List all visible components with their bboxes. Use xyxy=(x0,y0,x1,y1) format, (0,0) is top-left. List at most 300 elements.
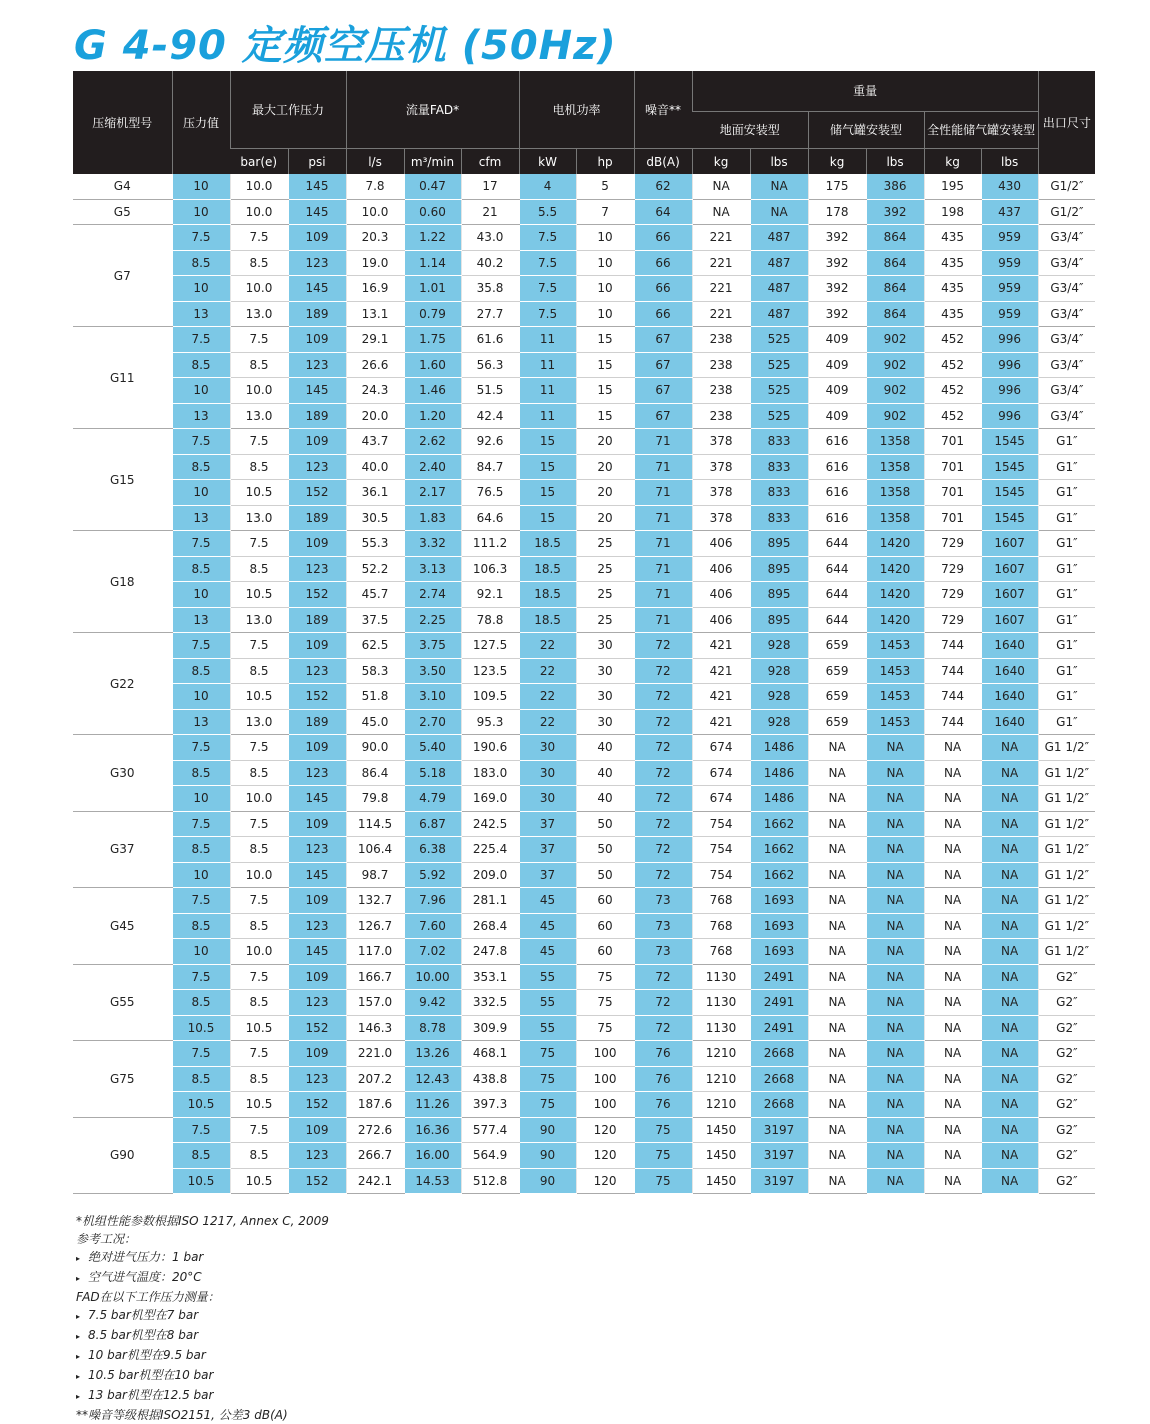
table-cell: 902 xyxy=(866,352,924,378)
table-cell: 221 xyxy=(692,276,750,302)
table-cell: NA xyxy=(866,862,924,888)
table-row xyxy=(73,1117,1095,1143)
table-row xyxy=(73,760,1095,786)
table-cell: 152 xyxy=(288,1168,346,1194)
table-cell: 92.1 xyxy=(461,582,519,608)
table-cell: 75 xyxy=(634,1117,692,1143)
table-cell: 3.13 xyxy=(404,556,461,582)
table-cell: 72 xyxy=(634,760,692,786)
table-cell: 132.7 xyxy=(346,888,404,914)
table-cell: 22 xyxy=(519,709,576,735)
table-cell: 10.0 xyxy=(230,378,288,404)
table-cell: 29.1 xyxy=(346,327,404,353)
table-cell: NA xyxy=(924,964,981,990)
table-cell: 421 xyxy=(692,633,750,659)
table-cell: 864 xyxy=(866,225,924,251)
table-cell: 5.5 xyxy=(519,199,576,225)
table-cell: NA xyxy=(866,913,924,939)
table-cell: 106.3 xyxy=(461,556,519,582)
table-cell: 1.83 xyxy=(404,505,461,531)
unit-label: hp xyxy=(576,149,634,175)
table-cell: 10 xyxy=(172,862,230,888)
table-cell: NA xyxy=(808,1015,866,1041)
table-cell: 7.5 xyxy=(172,531,230,557)
table-cell: 10.5 xyxy=(172,1015,230,1041)
table-row xyxy=(73,658,1095,684)
table-cell: 959 xyxy=(981,276,1038,302)
table-cell: 3.32 xyxy=(404,531,461,557)
table-cell: 421 xyxy=(692,709,750,735)
table-cell: 1420 xyxy=(866,607,924,633)
table-cell: 1607 xyxy=(981,556,1038,582)
table-cell: 127.5 xyxy=(461,633,519,659)
table-cell: G1″ xyxy=(1038,556,1095,582)
table-cell: NA xyxy=(866,811,924,837)
table-cell: 378 xyxy=(692,505,750,531)
table-cell: 1.22 xyxy=(404,225,461,251)
table-cell: 452 xyxy=(924,378,981,404)
table-row xyxy=(73,990,1095,1016)
model-cell: G90 xyxy=(73,1117,172,1194)
table-cell: 75 xyxy=(519,1066,576,1092)
table-cell: 10.5 xyxy=(172,1168,230,1194)
table-cell: NA xyxy=(692,199,750,225)
table-cell: 72 xyxy=(634,786,692,812)
table-cell: G2″ xyxy=(1038,1041,1095,1067)
table-cell: 1640 xyxy=(981,684,1038,710)
table-cell: 123 xyxy=(288,250,346,276)
table-cell: 18.5 xyxy=(519,582,576,608)
table-cell: 895 xyxy=(750,531,808,557)
table-cell: 195 xyxy=(924,174,981,199)
table-cell: 616 xyxy=(808,429,866,455)
table-cell: 10.5 xyxy=(172,1092,230,1118)
table-cell: 27.7 xyxy=(461,301,519,327)
table-cell: 109 xyxy=(288,225,346,251)
table-cell: 20 xyxy=(576,429,634,455)
header-motor: 电机功率 xyxy=(519,71,634,149)
table-cell: 66 xyxy=(634,225,692,251)
table-cell: 73 xyxy=(634,913,692,939)
table-cell: 37 xyxy=(519,811,576,837)
table-cell: 75 xyxy=(519,1041,576,1067)
table-cell: 644 xyxy=(808,607,866,633)
table-cell: 109 xyxy=(288,327,346,353)
table-cell: 406 xyxy=(692,556,750,582)
table-cell: NA xyxy=(924,862,981,888)
table-cell: 42.4 xyxy=(461,403,519,429)
footnote-line: ▸ 8.5 bar机型在8 bar xyxy=(76,1326,329,1346)
table-row xyxy=(73,837,1095,863)
model-cell: G4 xyxy=(73,174,172,199)
table-cell: 145 xyxy=(288,276,346,302)
table-row xyxy=(73,811,1095,837)
table-cell: 8.5 xyxy=(172,1066,230,1092)
table-cell: NA xyxy=(981,1117,1038,1143)
table-cell: 13.0 xyxy=(230,709,288,735)
table-row xyxy=(73,1143,1095,1169)
table-cell: 392 xyxy=(808,250,866,276)
table-cell: NA xyxy=(981,913,1038,939)
table-cell: 8.5 xyxy=(230,352,288,378)
page-title: G 4-90 定频空压机 (50Hz) xyxy=(74,23,617,69)
table-cell: 72 xyxy=(634,862,692,888)
table-cell: 768 xyxy=(692,888,750,914)
table-cell: NA xyxy=(924,990,981,1016)
table-cell: 729 xyxy=(924,556,981,582)
table-cell: NA xyxy=(808,1041,866,1067)
table-cell: 221 xyxy=(692,225,750,251)
table-cell: 109 xyxy=(288,811,346,837)
table-cell: 123 xyxy=(288,556,346,582)
footnotes xyxy=(76,1212,329,1424)
table-cell: 152 xyxy=(288,684,346,710)
table-cell: 25 xyxy=(576,607,634,633)
table-cell: 10.5 xyxy=(230,582,288,608)
table-cell: 73 xyxy=(634,939,692,965)
table-cell: 20 xyxy=(576,480,634,506)
table-cell: 22 xyxy=(519,633,576,659)
table-cell: 183.0 xyxy=(461,760,519,786)
table-cell: 7.5 xyxy=(230,531,288,557)
table-cell: 72 xyxy=(634,811,692,837)
table-cell: 225.4 xyxy=(461,837,519,863)
table-cell: 123 xyxy=(288,913,346,939)
footnote-line: ▸ 10.5 bar机型在10 bar xyxy=(76,1366,329,1386)
table-cell: 45 xyxy=(519,939,576,965)
table-cell: NA xyxy=(866,1092,924,1118)
table-cell: G1″ xyxy=(1038,658,1095,684)
table-cell: NA xyxy=(981,760,1038,786)
table-cell: 1450 xyxy=(692,1143,750,1169)
table-cell: 10 xyxy=(172,480,230,506)
table-cell: NA xyxy=(981,939,1038,965)
table-cell: 10 xyxy=(172,276,230,302)
table-cell: 7.5 xyxy=(172,888,230,914)
table-cell: 435 xyxy=(924,225,981,251)
table-cell: 30.5 xyxy=(346,505,404,531)
table-cell: 66 xyxy=(634,276,692,302)
table-cell: NA xyxy=(750,174,808,199)
table-cell: G2″ xyxy=(1038,1092,1095,1118)
table-cell: 40 xyxy=(576,735,634,761)
unit-label: l/s xyxy=(346,149,404,175)
table-cell: G1 1/2″ xyxy=(1038,913,1095,939)
footnote-line: 参考工况： xyxy=(76,1232,137,1246)
table-cell: 864 xyxy=(866,301,924,327)
table-cell: 10.0 xyxy=(346,199,404,225)
table-cell: NA xyxy=(924,1143,981,1169)
table-cell: 55.3 xyxy=(346,531,404,557)
table-cell: G1 1/2″ xyxy=(1038,811,1095,837)
table-cell: 72 xyxy=(634,964,692,990)
table-cell: NA xyxy=(808,1117,866,1143)
table-cell: 7.5 xyxy=(172,429,230,455)
table-cell: 659 xyxy=(808,633,866,659)
table-cell: 754 xyxy=(692,862,750,888)
table-cell: 189 xyxy=(288,709,346,735)
table-cell: 19.0 xyxy=(346,250,404,276)
table-row xyxy=(73,862,1095,888)
table-cell: NA xyxy=(808,990,866,1016)
table-cell: 7.5 xyxy=(230,811,288,837)
table-cell: 1420 xyxy=(866,582,924,608)
table-cell: 10.0 xyxy=(230,939,288,965)
table-cell: 0.79 xyxy=(404,301,461,327)
table-cell: NA xyxy=(808,1168,866,1194)
table-cell: 13.0 xyxy=(230,607,288,633)
table-cell: 7.5 xyxy=(230,327,288,353)
table-cell: 152 xyxy=(288,582,346,608)
table-cell: 8.5 xyxy=(230,1143,288,1169)
table-cell: 674 xyxy=(692,735,750,761)
table-cell: 189 xyxy=(288,607,346,633)
table-cell: 109 xyxy=(288,429,346,455)
table-cell: 8.5 xyxy=(172,658,230,684)
table-cell: 406 xyxy=(692,607,750,633)
table-cell: 72 xyxy=(634,709,692,735)
table-cell: 5.92 xyxy=(404,862,461,888)
model-cell: G55 xyxy=(73,964,172,1041)
table-cell: 378 xyxy=(692,480,750,506)
table-cell: 100 xyxy=(576,1066,634,1092)
table-cell: NA xyxy=(866,1168,924,1194)
table-cell: 266.7 xyxy=(346,1143,404,1169)
table-cell: 452 xyxy=(924,352,981,378)
table-cell: 406 xyxy=(692,582,750,608)
table-cell: 659 xyxy=(808,709,866,735)
table-cell: 8.5 xyxy=(172,990,230,1016)
unit-label: kg xyxy=(692,149,750,175)
table-cell: 67 xyxy=(634,352,692,378)
table-cell: 438.8 xyxy=(461,1066,519,1092)
table-cell: G1 1/2″ xyxy=(1038,862,1095,888)
table-cell: NA xyxy=(808,837,866,863)
table-cell: 45 xyxy=(519,913,576,939)
table-cell: NA xyxy=(924,913,981,939)
table-cell: 30 xyxy=(576,684,634,710)
table-cell: 2668 xyxy=(750,1066,808,1092)
table-cell: 1358 xyxy=(866,480,924,506)
table-cell: 7.5 xyxy=(230,888,288,914)
table-cell: 729 xyxy=(924,607,981,633)
header-model: 压缩机型号 xyxy=(73,71,172,174)
table-cell: NA xyxy=(924,888,981,914)
table-cell: 435 xyxy=(924,276,981,302)
table-cell: 114.5 xyxy=(346,811,404,837)
table-cell: NA xyxy=(924,1041,981,1067)
table-cell: 7.60 xyxy=(404,913,461,939)
table-cell: 353.1 xyxy=(461,964,519,990)
table-cell: 76 xyxy=(634,1041,692,1067)
table-cell: 72 xyxy=(634,735,692,761)
table-row xyxy=(73,556,1095,582)
table-cell: 35.8 xyxy=(461,276,519,302)
table-cell: 5.40 xyxy=(404,735,461,761)
table-cell: 378 xyxy=(692,454,750,480)
table-cell: 8.5 xyxy=(230,556,288,582)
table-cell: 1545 xyxy=(981,429,1038,455)
table-cell: 221.0 xyxy=(346,1041,404,1067)
table-cell: NA xyxy=(866,786,924,812)
table-row xyxy=(73,888,1095,914)
table-cell: 76.5 xyxy=(461,480,519,506)
table-cell: NA xyxy=(981,1066,1038,1092)
header-noise: 噪音** xyxy=(634,71,692,149)
table-cell: 1640 xyxy=(981,658,1038,684)
table-cell: 10 xyxy=(576,225,634,251)
table-cell: NA xyxy=(866,1015,924,1041)
table-cell: 123 xyxy=(288,454,346,480)
table-cell: 75 xyxy=(634,1168,692,1194)
table-cell: 7 xyxy=(576,199,634,225)
table-cell: G1″ xyxy=(1038,607,1095,633)
table-cell: 100 xyxy=(576,1041,634,1067)
table-cell: 90 xyxy=(519,1143,576,1169)
table-cell: NA xyxy=(924,811,981,837)
model-cell: G22 xyxy=(73,633,172,735)
table-cell: 268.4 xyxy=(461,913,519,939)
table-cell: NA xyxy=(866,990,924,1016)
table-cell: G1/2″ xyxy=(1038,174,1095,199)
table-cell: 1453 xyxy=(866,633,924,659)
table-cell: 10.0 xyxy=(230,276,288,302)
table-cell: 45 xyxy=(519,888,576,914)
table-cell: 2668 xyxy=(750,1092,808,1118)
table-cell: 7.5 xyxy=(230,1117,288,1143)
table-cell: 8.5 xyxy=(172,837,230,863)
table-cell: 8.5 xyxy=(230,658,288,684)
footnote-line: ▸ 10 bar机型在9.5 bar xyxy=(76,1346,329,1366)
table-cell: 409 xyxy=(808,378,866,404)
table-cell: 13 xyxy=(172,403,230,429)
table-cell: 7.5 xyxy=(172,811,230,837)
unit-label: kg xyxy=(924,149,981,175)
table-cell: 616 xyxy=(808,505,866,531)
table-cell: 189 xyxy=(288,403,346,429)
table-cell: 30 xyxy=(576,658,634,684)
table-cell: 1662 xyxy=(750,837,808,863)
table-cell: 701 xyxy=(924,429,981,455)
table-cell: 10.0 xyxy=(230,862,288,888)
table-cell: 95.3 xyxy=(461,709,519,735)
table-cell: 15 xyxy=(576,403,634,429)
table-cell: 25 xyxy=(576,582,634,608)
table-cell: 62.5 xyxy=(346,633,404,659)
table-cell: 1210 xyxy=(692,1066,750,1092)
table-cell: 40.0 xyxy=(346,454,404,480)
table-cell: 8.5 xyxy=(172,454,230,480)
table-cell: 72 xyxy=(634,633,692,659)
table-cell: 90 xyxy=(519,1168,576,1194)
table-cell: 1.14 xyxy=(404,250,461,276)
table-cell: 13 xyxy=(172,709,230,735)
table-cell: 18.5 xyxy=(519,531,576,557)
table-cell: 15 xyxy=(576,327,634,353)
table-cell: 55 xyxy=(519,1015,576,1041)
table-cell: 16.36 xyxy=(404,1117,461,1143)
model-cell: G30 xyxy=(73,735,172,812)
table-cell: NA xyxy=(981,1168,1038,1194)
table-cell: 117.0 xyxy=(346,939,404,965)
table-cell: 1420 xyxy=(866,556,924,582)
table-cell: G3/4″ xyxy=(1038,403,1095,429)
table-cell: NA xyxy=(981,1041,1038,1067)
table-cell: 7.5 xyxy=(230,225,288,251)
table-cell: 674 xyxy=(692,760,750,786)
table-cell: G2″ xyxy=(1038,1117,1095,1143)
table-header xyxy=(73,71,1095,174)
table-cell: 1693 xyxy=(750,939,808,965)
table-row xyxy=(73,913,1095,939)
table-cell: 10.0 xyxy=(230,174,288,199)
table-cell: 659 xyxy=(808,658,866,684)
table-cell: 10.5 xyxy=(230,684,288,710)
table-cell: 7.5 xyxy=(172,964,230,990)
table-cell: 43.0 xyxy=(461,225,519,251)
table-cell: 56.3 xyxy=(461,352,519,378)
table-cell: 2.40 xyxy=(404,454,461,480)
table-cell: 3197 xyxy=(750,1117,808,1143)
table-cell: 701 xyxy=(924,505,981,531)
unit-label: m³/min xyxy=(404,149,461,175)
footnote-line: **噪音等级根据ISO2151, 公差3 dB(A) xyxy=(76,1408,288,1422)
table-cell: 13.1 xyxy=(346,301,404,327)
table-cell: 50 xyxy=(576,862,634,888)
table-row xyxy=(73,250,1095,276)
header-floor: 地面安装型 xyxy=(692,112,808,149)
table-cell: NA xyxy=(924,1168,981,1194)
unit-label: cfm xyxy=(461,149,519,175)
table-cell: 109 xyxy=(288,1117,346,1143)
header-weight: 重量 xyxy=(692,71,1038,112)
table-cell: G3/4″ xyxy=(1038,327,1095,353)
table-cell: 106.4 xyxy=(346,837,404,863)
table-cell: 3.50 xyxy=(404,658,461,684)
table-cell: NA xyxy=(866,1117,924,1143)
table-cell: 14.53 xyxy=(404,1168,461,1194)
table-cell: NA xyxy=(924,1117,981,1143)
table-cell: 72 xyxy=(634,837,692,863)
table-cell: 397.3 xyxy=(461,1092,519,1118)
table-row xyxy=(73,964,1095,990)
table-cell: NA xyxy=(808,862,866,888)
table-cell: NA xyxy=(750,199,808,225)
table-cell: 152 xyxy=(288,1015,346,1041)
table-cell: 1693 xyxy=(750,913,808,939)
table-cell: 421 xyxy=(692,684,750,710)
table-cell: 78.8 xyxy=(461,607,519,633)
table-cell: 71 xyxy=(634,582,692,608)
table-cell: 435 xyxy=(924,250,981,276)
footnote-line: *机组性能参数根据ISO 1217, Annex C, 2009 xyxy=(76,1214,329,1228)
header-tank: 储气罐安装型 xyxy=(808,112,924,149)
footnote-line: ▸ 13 bar机型在12.5 bar xyxy=(76,1386,329,1406)
table-cell: 242.5 xyxy=(461,811,519,837)
table-cell: 768 xyxy=(692,913,750,939)
table-cell: 386 xyxy=(866,174,924,199)
table-cell: 2.74 xyxy=(404,582,461,608)
table-cell: 487 xyxy=(750,225,808,251)
table-cell: 2491 xyxy=(750,1015,808,1041)
table-row xyxy=(73,582,1095,608)
table-cell: 109 xyxy=(288,1041,346,1067)
table-cell: 71 xyxy=(634,531,692,557)
table-cell: G1″ xyxy=(1038,429,1095,455)
table-cell: 11.26 xyxy=(404,1092,461,1118)
table-cell: 5 xyxy=(576,174,634,199)
table-cell: 8.5 xyxy=(172,250,230,276)
